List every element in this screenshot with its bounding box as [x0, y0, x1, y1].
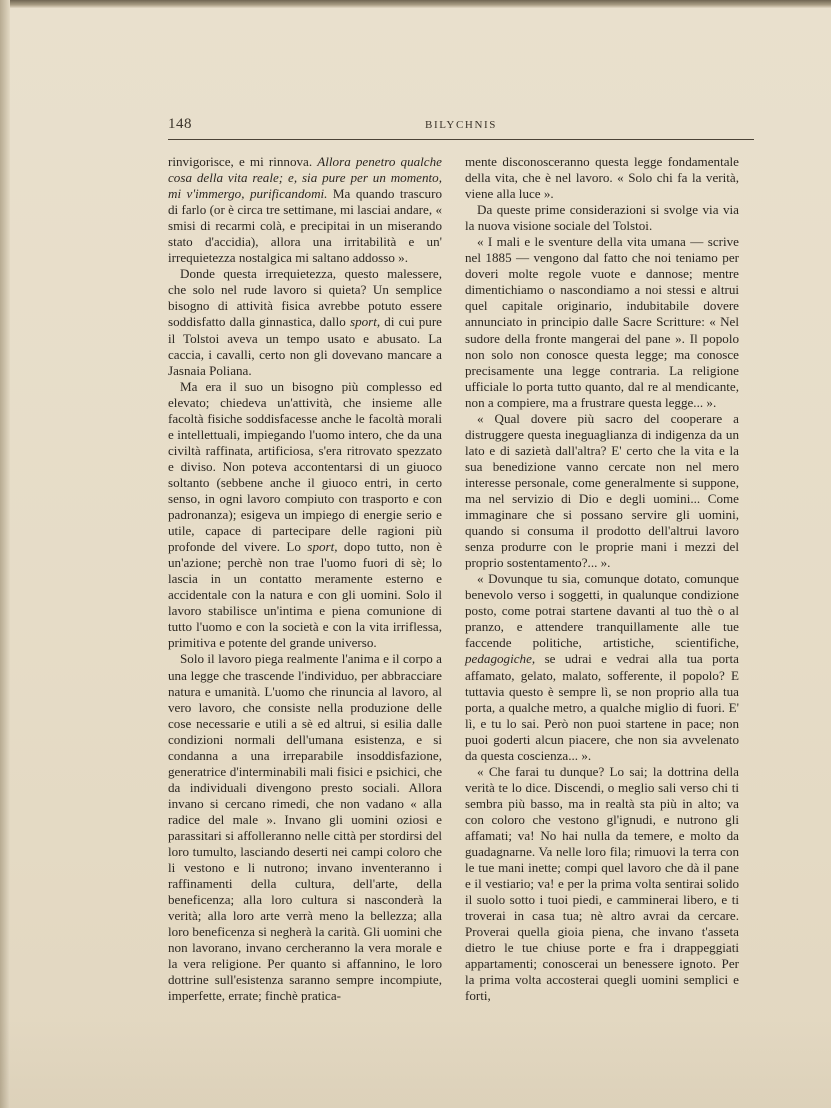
text-run: rinvigorisce, e mi rinnova.: [168, 154, 318, 169]
text-run: « Dovunque tu sia, comunque dotato, comunque benevolo verso i soggetti, in qualunque condizione posto, come potrai startene davanti al tuo thè o al pranzo, e attendere tranquillamente alle tue faccende politiche, artistiche, scientifiche,: [465, 571, 739, 651]
page-number: 148: [168, 116, 192, 132]
italic-text-run: sport,: [349, 314, 381, 330]
left-column: [168, 154, 442, 1004]
running-title: BILYCHNIS: [425, 119, 497, 131]
page-gutter-edge: [0, 0, 10, 1108]
text-run: dopo tutto, non è un'azione; perchè non trae l'uomo fuori di sè; lo lascia in un contatto meramente esterno e accidentale con la natura e con gli uomini. Solo il lavoro stabilisce un'intima e piena comunione di tutto l'uomo e con la società e con la vita irriflessa, primitiva e potente del grande universo.: [168, 539, 443, 651]
italic-text-run: pedagogiche,: [465, 651, 536, 667]
running-header: [168, 116, 754, 136]
text-run: Donde questa irrequietezza, questo malessere, che solo nel rude lavoro si quieta? Un semplice bisogno di attività fisica avrebbe potuto essere soddisfatto dalla ginnastica, dallo: [168, 266, 442, 330]
text-run: Ma quando trascuro di farlo (or è circa tre settimane, mi lasciai andare, « smisi di recarmi colà, e precipitai in un miserando stato d'accidia), allora una irritabilità e un' irrequietezza nostalgica mi saltano addosso ».: [168, 186, 442, 266]
paragraph: mente disconosceranno questa legge fondamentale della vita, che è nel lavoro. « Solo chi fa la verità, viene alla luce ».: [465, 154, 739, 202]
paragraph: « Che farai tu dunque? Lo sai; la dottrina della verità te lo dice. Discendi, o meglio sali verso chi ti sembra più basso, ma in realtà sta più in alto; va con coloro che vestono gl'ignudi, e nutrono gli affamati; va! No hai nulla da temere, e molto da guadagnarne. Va nelle loro fila; rimuovi la terra con le tue mani inette; compi quel lavoro che dà il pane e il vestiario; va! e per la prima volta sentirai solido il suolo sotto i tuoi piedi, e camminerai libero, e ti troverai in casa tua; nè altro avrai da cercare. Proverai quella gioia piena, che invano t'asseta dietro le tue chiuse porte e fra i drappeggiati appartamenti; conoscerai un benessere ignoto. Per la prima volta accosterai quegli uomini semplici e forti,: [465, 763, 739, 1004]
paragraph: « Qual dovere più sacro del cooperare a distruggere questa ineguaglianza di indigenza da un lato e di sazietà dall'altra? E' certo che la vita e la sua benedizione vanno cercate non nel mero interesse personale, come generalmente si suppone, ma nel servizio di Dio e degli uomini... Come immaginare che si possano servire gli uomini, quando si consuma il prodotto dell'altrui lavoro senza produrre con le proprie mani i mezzi del proprio sostentamento?... ».: [465, 410, 739, 571]
italic-text-run: Allora penetro qualche cosa della vita reale; e, sia pure per un momento, mi v'immergo, purificandomi.: [168, 154, 442, 202]
paragraph: [168, 379, 442, 652]
page-bottom-shade: [0, 1018, 831, 1108]
paragraph: Solo il lavoro piega realmente l'anima e il corpo a una legge che trascende l'individuo, per abbracciare natura e umanità. L'uomo che rinuncia al lavoro, al vero lavoro, che consiste nella produzione delle cose necessarie e utili a sè ed altrui, si esilia dalle condizioni normali dell'umana esistenza, e si condanna a una irreparabile insoddisfazione, generatrice d'interminabili mali fisici e psichici, che da individuali divengono presto sociali. Allora invano si cercano rimedi, che non vadano « alla radice del male ». Invano gli uomini oziosi e parassitari si affolleranno nelle città per stordirsi del loro tumulto, lasciando deserti nei campi coloro che li vestono e li nutrono; invano inventeranno i raffinamenti della cultura, dell'arte, della beneficenza; alla loro cultura si nasconderà la verità; alla loro arte verrà meno la bellezza; alla loro beneficenza si negherà la carità. Gli uomini che non lavorano, invano cercheranno la vera morale e la vera religione. Per quanto si affannino, le loro dottrine sull'esistenza saranno sempre incompiute, imperfette, errate; finchè pratica-: [168, 651, 442, 1004]
header-rule: [168, 139, 754, 140]
text-run: se udrai e vedrai alla tua porta affamato, gelato, malato, sofferente, il popolo? E tuttavia questo è sempre lì, se non proprio alla tua porta, a qualche metro, a qualche miglio di fuori. E' lì, e tu lo sai. Però non puoi startene in pace; non puoi goderti alcun piacere, che non sia avvelenato da questa coscienza... ».: [465, 651, 739, 763]
paragraph: « I mali e le sventure della vita umana — scrive nel 1885 — vengono dal fatto che noi teniamo per doveri molte regole vuote e dannose; mentre dimentichiamo o nascondiamo a noi stessi e altrui quel capitale originario, indubitabile dovere annunciato in principio dalle Sacre Scritture: « Nel sudore della fronte mangerai del pane ». Il popolo non solo non conosce questa legge; ma conosce precisamente una legge contraria. La religione ufficiale lo porta tutto quanto, dal re al mendicante, non a compiere, ma a frustrare questa legge... ».: [465, 234, 739, 410]
italic-text-run: sport,: [307, 539, 338, 555]
paragraph: [168, 266, 442, 378]
paragraph: [465, 571, 739, 764]
right-column: [465, 154, 739, 1004]
page-top-edge: [0, 0, 831, 8]
text-run: di cui pure il Tolstoi aveva un tempo usato e abusato. La caccia, i cavalli, certo non gli dovevano mancare a Jasnaia Poliana.: [168, 314, 442, 378]
text-run: Ma era il suo un bisogno più complesso ed elevato; chiedeva un'attività, che insieme alle facoltà fisiche soddisfacesse anche le facoltà morali e intellettuali, impiegando l'uomo intero, che da una civiltà raffinata, artificiosa, s'era ritrovato spezzato e diviso. Non poteva accontentarsi di un giuoco soltanto (sebbene anche il giuoco entri, in certo senso, in ogni lavoro compiuto con trasporto e con padronanza); esigeva un impiego di energie serio e utile, capace di partecipare delle ragioni più profonde del vivere. Lo: [168, 378, 442, 555]
paragraph: [168, 154, 442, 266]
paragraph: Da queste prime considerazioni si svolge via via la nuova visione sociale del Tolstoi.: [465, 202, 739, 234]
